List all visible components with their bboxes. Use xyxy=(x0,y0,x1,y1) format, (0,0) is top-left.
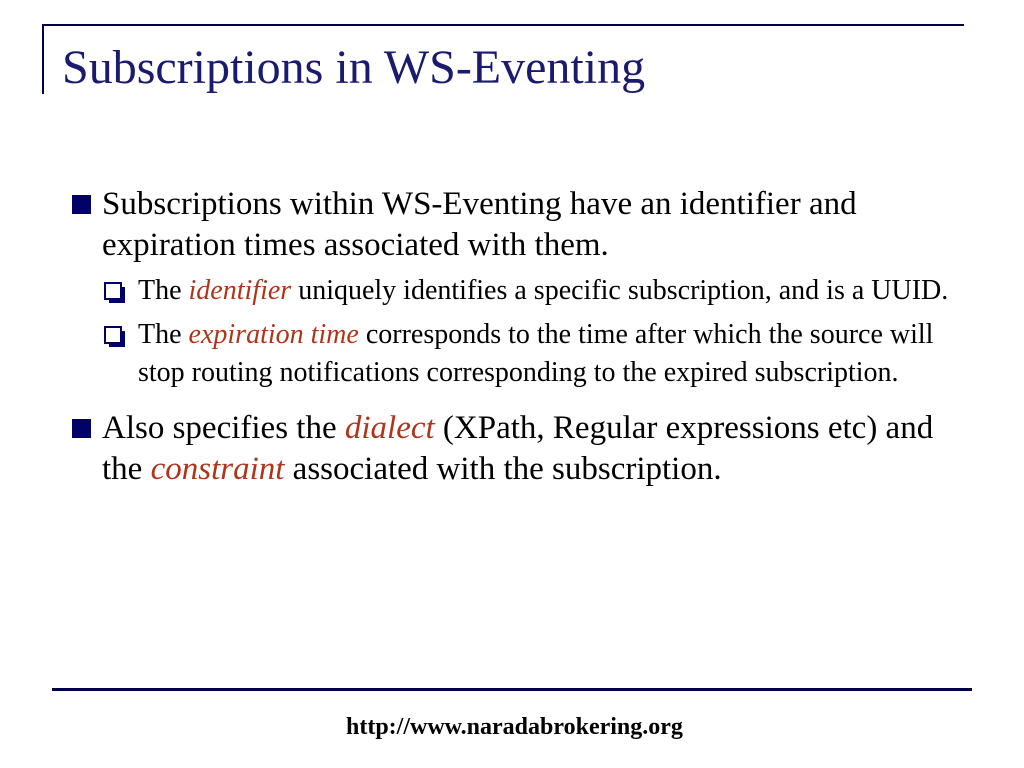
top-border-line xyxy=(42,24,964,26)
emphasis-term-constraint: constraint xyxy=(150,451,285,487)
sub-bullet-suffix: corresponds to the time after which the source will stop routing notifications corresponding to the expired subscription. xyxy=(138,319,934,388)
hollow-square-bullet-icon xyxy=(104,282,122,300)
bullet-middle: (XPath, Regular expressions etc) and the xyxy=(102,410,934,487)
sub-bullet-identifier xyxy=(62,272,972,310)
bullet-text: Subscriptions within WS-Eventing have an identifier and expiration times associated with them. xyxy=(102,186,857,263)
sub-bullet-prefix: The xyxy=(138,319,189,350)
emphasis-term-identifier: identifier xyxy=(188,275,292,306)
square-bullet-icon xyxy=(72,419,91,438)
bullet-item-dialect xyxy=(62,408,972,490)
hollow-square-bullet-icon xyxy=(104,326,122,344)
square-bullet-icon xyxy=(72,195,91,214)
bullet-prefix: Also specifies the xyxy=(102,410,345,446)
sub-bullet-prefix: The xyxy=(138,275,189,306)
footer-divider-line xyxy=(52,688,972,691)
emphasis-term-expiration-time: expiration time xyxy=(188,319,359,350)
bullet-item-subscriptions xyxy=(62,184,972,266)
bullet-suffix: associated with the subscription. xyxy=(284,451,722,487)
sub-bullet-expiration-time xyxy=(62,316,972,392)
footer-url-link[interactable]: http://www.naradabrokering.org xyxy=(346,714,683,740)
slide-body xyxy=(62,184,972,494)
slide-title: Subscriptions in WS-Eventing xyxy=(62,41,646,94)
left-border-line xyxy=(42,24,44,94)
emphasis-term-dialect: dialect xyxy=(344,410,435,446)
sub-bullet-suffix: uniquely identifies a specific subscription, and is a UUID. xyxy=(291,275,949,306)
